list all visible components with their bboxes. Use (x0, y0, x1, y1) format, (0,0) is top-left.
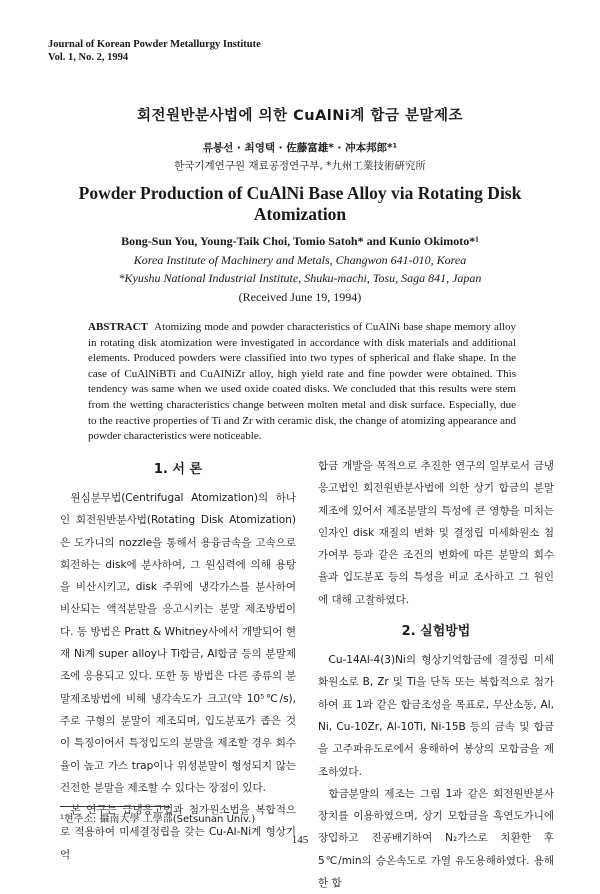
footnote: ¹현주소: 攝南大學 工學部(Setsunan Univ.) (60, 814, 256, 825)
section-1-paragraph: 원심분무법(Centrifugal Atomization)의 하나인 회전원반분사법(Rotating Disk Atomization)은 도가니의 nozzle을 통해서 용융금속을 고속으로 회전하는 disk에 분사하여, 그 원심력에 의해 용탕을 비산시키고, disk 주위에 냉각가스를 분사하여 비산되는 액적분말을 응고시키는 분말 제조방법이다. 동 방법은 Pratt & Whitney사에서 개발되어 현재 Ni계 super alloy나 Ti합금, Al합금 등의 분말제조에 응용되고 있다. 또한 동 방법은 다른 종류의 분말제조방법에 비해 냉각속도가 크고(약 10⁵℃/s), 주로 구형의 분말이 제조되며, 입도분포가 좁은 것이 특징이어서 특정입도의 분말을 제조할 경우 회수율이 높고 가스 trap이나 위성분말이 형성되지 않는 건전한 분말을 제조할 수 있다는 장점이 있다. (60, 492, 296, 794)
affiliation-2: *Kyushu National Industrial Institute, Shuku-machi, Tosu, Saga 841, Japan (118, 271, 482, 285)
left-column (60, 455, 296, 866)
korean-title: 회전원반분사법에 의한 CuAlNi계 합금 분말제조 (136, 108, 464, 124)
page-number: 145 (291, 834, 309, 846)
affiliation-1: Korea Institute of Machinery and Metals, Changwon 641-010, Korea (133, 253, 467, 267)
korean-authors: 류봉선 · 최영택 · 佐藤富雄* · 冲本邦郎*¹ (202, 142, 398, 154)
section-1-heading: 1. 서 론 (153, 462, 203, 477)
journal-volume: Vol. 1, No. 2, 1994 (48, 52, 129, 63)
right-column (318, 455, 554, 894)
section-2-heading: 2. 실험방법 (401, 624, 471, 640)
received-date: (Received June 19, 1994) (238, 290, 362, 304)
section-2-paragraph: Cu-14Al-4(3)Ni의 형상기억합금에 결정립 미세화원소로 B, Zr 및 Ti을 단독 또는 복합적으로 첨가하여 표 1과 같은 합금조성을 목표로, 무산소동, Al, Ni, Cu-10Zr, Al-10Ti, Ni-15B 등의 금속 및 합금을 고주파유도로에서 용해하여 봉상의 모합금을 제조하였다. (318, 654, 554, 778)
korean-affiliation: 한국기계연구원 재료공정연구부, *九州工業技術硏究所 (174, 160, 426, 172)
journal-header (48, 38, 261, 64)
english-authors: Bong-Sun You, Young-Taik Choi, Tomio Satoh* and Kunio Okimoto*¹ (121, 234, 479, 248)
english-title: Powder Production of CuAlNi Base Alloy via Rotating Disk Atomization (78, 183, 522, 224)
section-2-paragraph: 합금분말의 제조는 그림 1과 같은 회전원반분사장치를 이용하였으며, 상기 모합금을 흑연도가니에 장입하고 진공배기하여 N₂가스로 치환한 후 5℃/min의 승온속도로 가열 유도용해하였다. 용해한 합 (318, 787, 554, 890)
abstract-label: ABSTRACT (88, 321, 148, 333)
footnote-divider (60, 806, 170, 807)
abstract (88, 320, 516, 445)
abstract-text: Atomizing mode and powder characteristics of CuAlNi base shape memory alloy in rotating disk atomization were investigated in accordance with disk materials and additional elements. Produced powders were classified into two types of spherical and flake shape. In the case of CuAlNiBTi and CuAlNiZr alloy, high yield rate and fine powder were obtained. This tendency was same when we used oxide coated disks. We concluded that this results were stem from the wetting characteristics change between molten metal and disk surface. Especially, due to the reactive properties of Ti and Zr with ceramic disk, the change of atomizing appearance and powder characteristics were noticeable. (88, 321, 516, 443)
journal-name: Journal of Korean Powder Metallurgy Institute (48, 39, 261, 50)
right-column-intro: 합금 개발을 목적으로 추진한 연구의 일부로서 금냉응고법인 회전원반분사법에 의한 상기 합금의 분말제조에 있어서 제조분말의 특성에 큰 영향을 미치는 인자인 disk 재질의 변화 및 결정립 미세화원소 첨가여부 등과 같은 조건의 변화에 따른 분말의 회수율과 입도분포 등의 특성을 비교 조사하고 그 원인에 대해 고찰하였다. (318, 460, 554, 606)
section-1-paragraph: 본 연구는 급냉응고법과 첨가원소법을 복합적으로 적용하여 미세결정립을 갖는 Cu-Al-Ni계 형상기억 (60, 804, 296, 861)
